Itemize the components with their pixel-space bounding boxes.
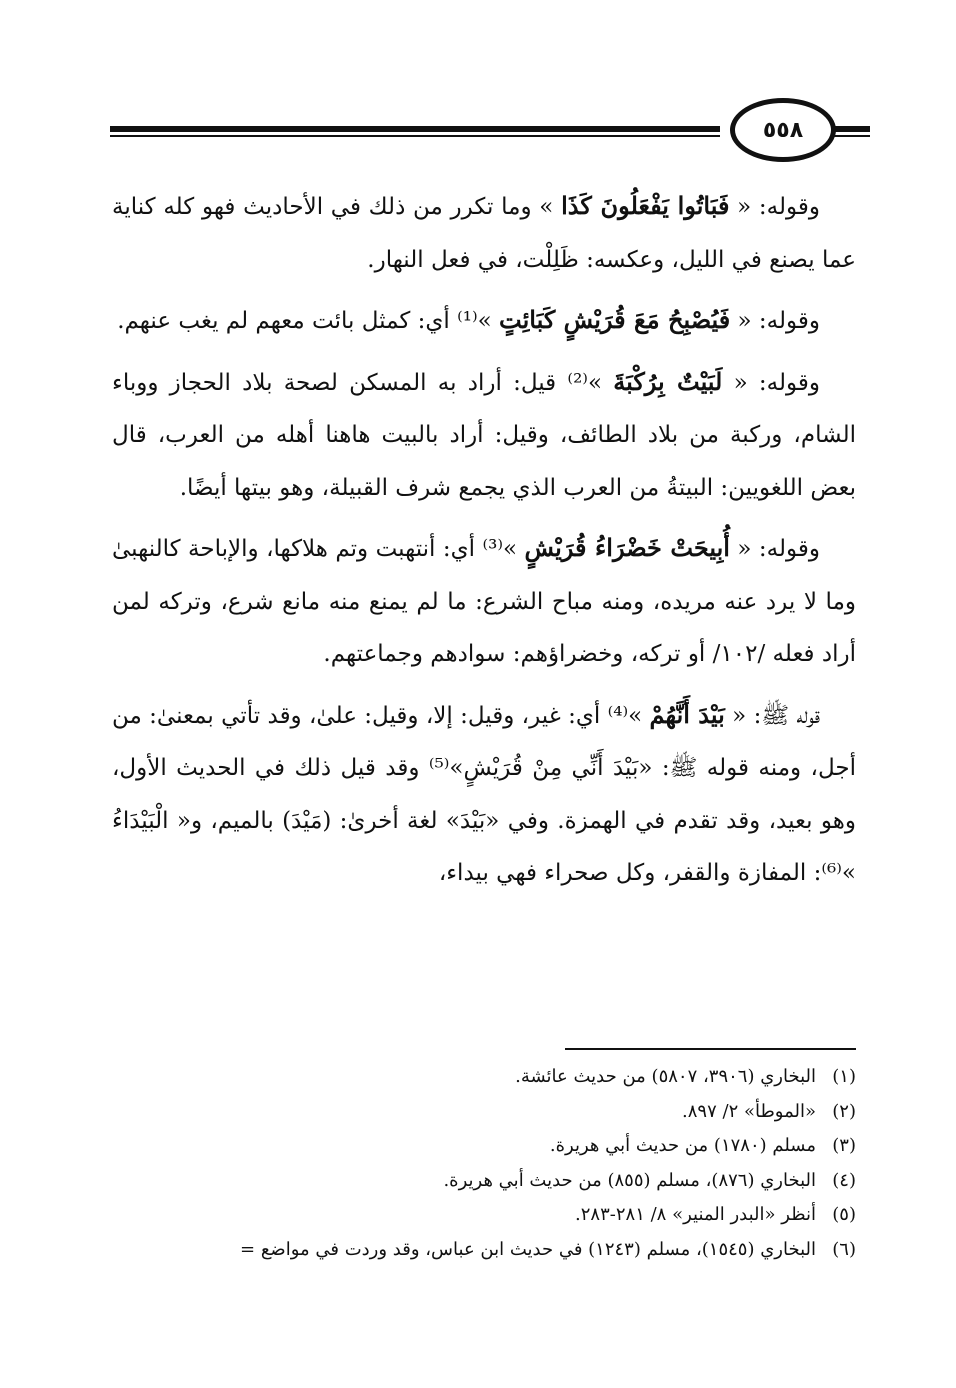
footnote xyxy=(100,1233,856,1268)
footnote-number: (٥) xyxy=(832,1204,856,1225)
paragraph: وقوله: « لَبَيْتٌ بِرُكْبَةَ »⁽²⁾ قيل: أراد به المسكن لصحة بلاد الحجاز ووباء الشام، وركبة من بلاد الطائف، وقيل: أراد بالبيت هاهنا أهله من العرب، قال بعض اللغويين: البيتةُ من العرب الذي يجمع شرف القبيلة، وهو بيتها أيضًا. xyxy=(112,366,856,501)
paragraph: وقوله: « فَيُصْبِحُ مَعَ قُرَيْشٍ كَبَائِتٍ »⁽¹⁾ أي: كمثل بائت معهم لم يغب عنهم. xyxy=(117,305,820,334)
hadith-quote: لَبَيْتٌ بِرُكْبَةَ xyxy=(613,366,723,396)
page-number: ٥٥٨ xyxy=(730,98,836,162)
footnote-number: (٣) xyxy=(832,1135,856,1156)
footnote-number: (٦) xyxy=(832,1238,856,1260)
footnote-number: (٤) xyxy=(832,1169,856,1191)
header-rule-right-thick xyxy=(832,126,870,132)
footnote-text: «الموطأ» ٢/ ٨٩٧. xyxy=(682,1100,816,1122)
footnote xyxy=(100,1095,856,1130)
footnote xyxy=(100,1060,856,1095)
footnote-number: (٢) xyxy=(832,1100,856,1122)
paragraph: قوله ﷺ: « بَيْدَ أَنَّهُمْ »⁽⁴⁾ أي: غير، وقيل: إلا، وقيل: علىٰ، وقد تأتي بمعنىٰ: من أجل، ومنه قوله ﷺ: «بَيْدَ أَنِّي مِنْ قُرَيْشٍ»⁽⁵⁾ وقد قيل ذلك في الحديث الأول، وهو بعيد، وقد تقدم في الهمزة. وفي «بَيْدَ» لغة أخرىٰ: (مَيْدَ) بالميم، و« الْبَيْدَاءُ »⁽⁶⁾: المفازة والقفر، وكل صحراء فهي بيداء، xyxy=(112,699,856,886)
hadith-quote: فَيُصْبِحُ مَعَ قُرَيْشٍ كَبَائِتٍ xyxy=(499,305,731,334)
page-header xyxy=(110,98,870,170)
footnote-text: أنظر «البدر المنير» ٨/ ٢٨١-٢٨٣. xyxy=(575,1204,816,1225)
footnote-text: البخاري (٨٧٦)، مسلم (٨٥٥) من حديث أبي هريرة. xyxy=(443,1169,816,1191)
header-rule-right-thin xyxy=(832,135,870,137)
paragraph: وقوله: « فَبَاتُوا يَفْعَلُونَ كَذَا » وما تكرر من ذلك في الأحاديث فهو كله كناية عما يصنع في الليل، وعكسه: ظَلِلْت، في فعل النهار. xyxy=(112,191,856,273)
footnote-text: البخاري (١٥٤٥)، مسلم (١٢٤٣) في حديث ابن عباس، وقد وردت في مواضع = xyxy=(240,1238,816,1260)
footnote-text: مسلم (١٧٨٠) من حديث أبي هريرة. xyxy=(549,1135,816,1156)
footnote xyxy=(100,1198,856,1233)
footnote xyxy=(100,1164,856,1199)
hadith-quote: فَبَاتُوا يَفْعَلُونَ كَذَا xyxy=(561,191,730,220)
paragraph: وقوله: « أُبِيحَتْ خَضْرَاءُ قُرَيْشٍ »⁽³⁾ أي: أنتهبت وتم هلاكها، والإباحة كالنهبىٰ وما لا يرد عنه مريده، ومنه مباح الشرع: ما لم يمنع منه مانع شرع، وتركه لمن أراد فعله /١٠٢/ أو تركه، وخضراؤهم: سوادهم وجماعتهم. xyxy=(112,533,856,667)
footnote-separator xyxy=(565,1048,856,1050)
header-rule-thick xyxy=(110,126,720,132)
body-text xyxy=(112,180,856,908)
footnote-number: (١) xyxy=(832,1066,856,1087)
footnote xyxy=(100,1129,856,1164)
header-rule-thin xyxy=(110,135,720,137)
hadith-quote: أُبِيحَتْ خَضْرَاءُ قُرَيْشٍ xyxy=(524,533,730,562)
footnotes xyxy=(100,1060,856,1267)
hadith-quote: بَيْدَ أَنَّهُمْ xyxy=(649,699,725,729)
footnote-text: البخاري (٣٩٠٦، ٥٨٠٧) من حديث عائشة. xyxy=(515,1066,816,1087)
